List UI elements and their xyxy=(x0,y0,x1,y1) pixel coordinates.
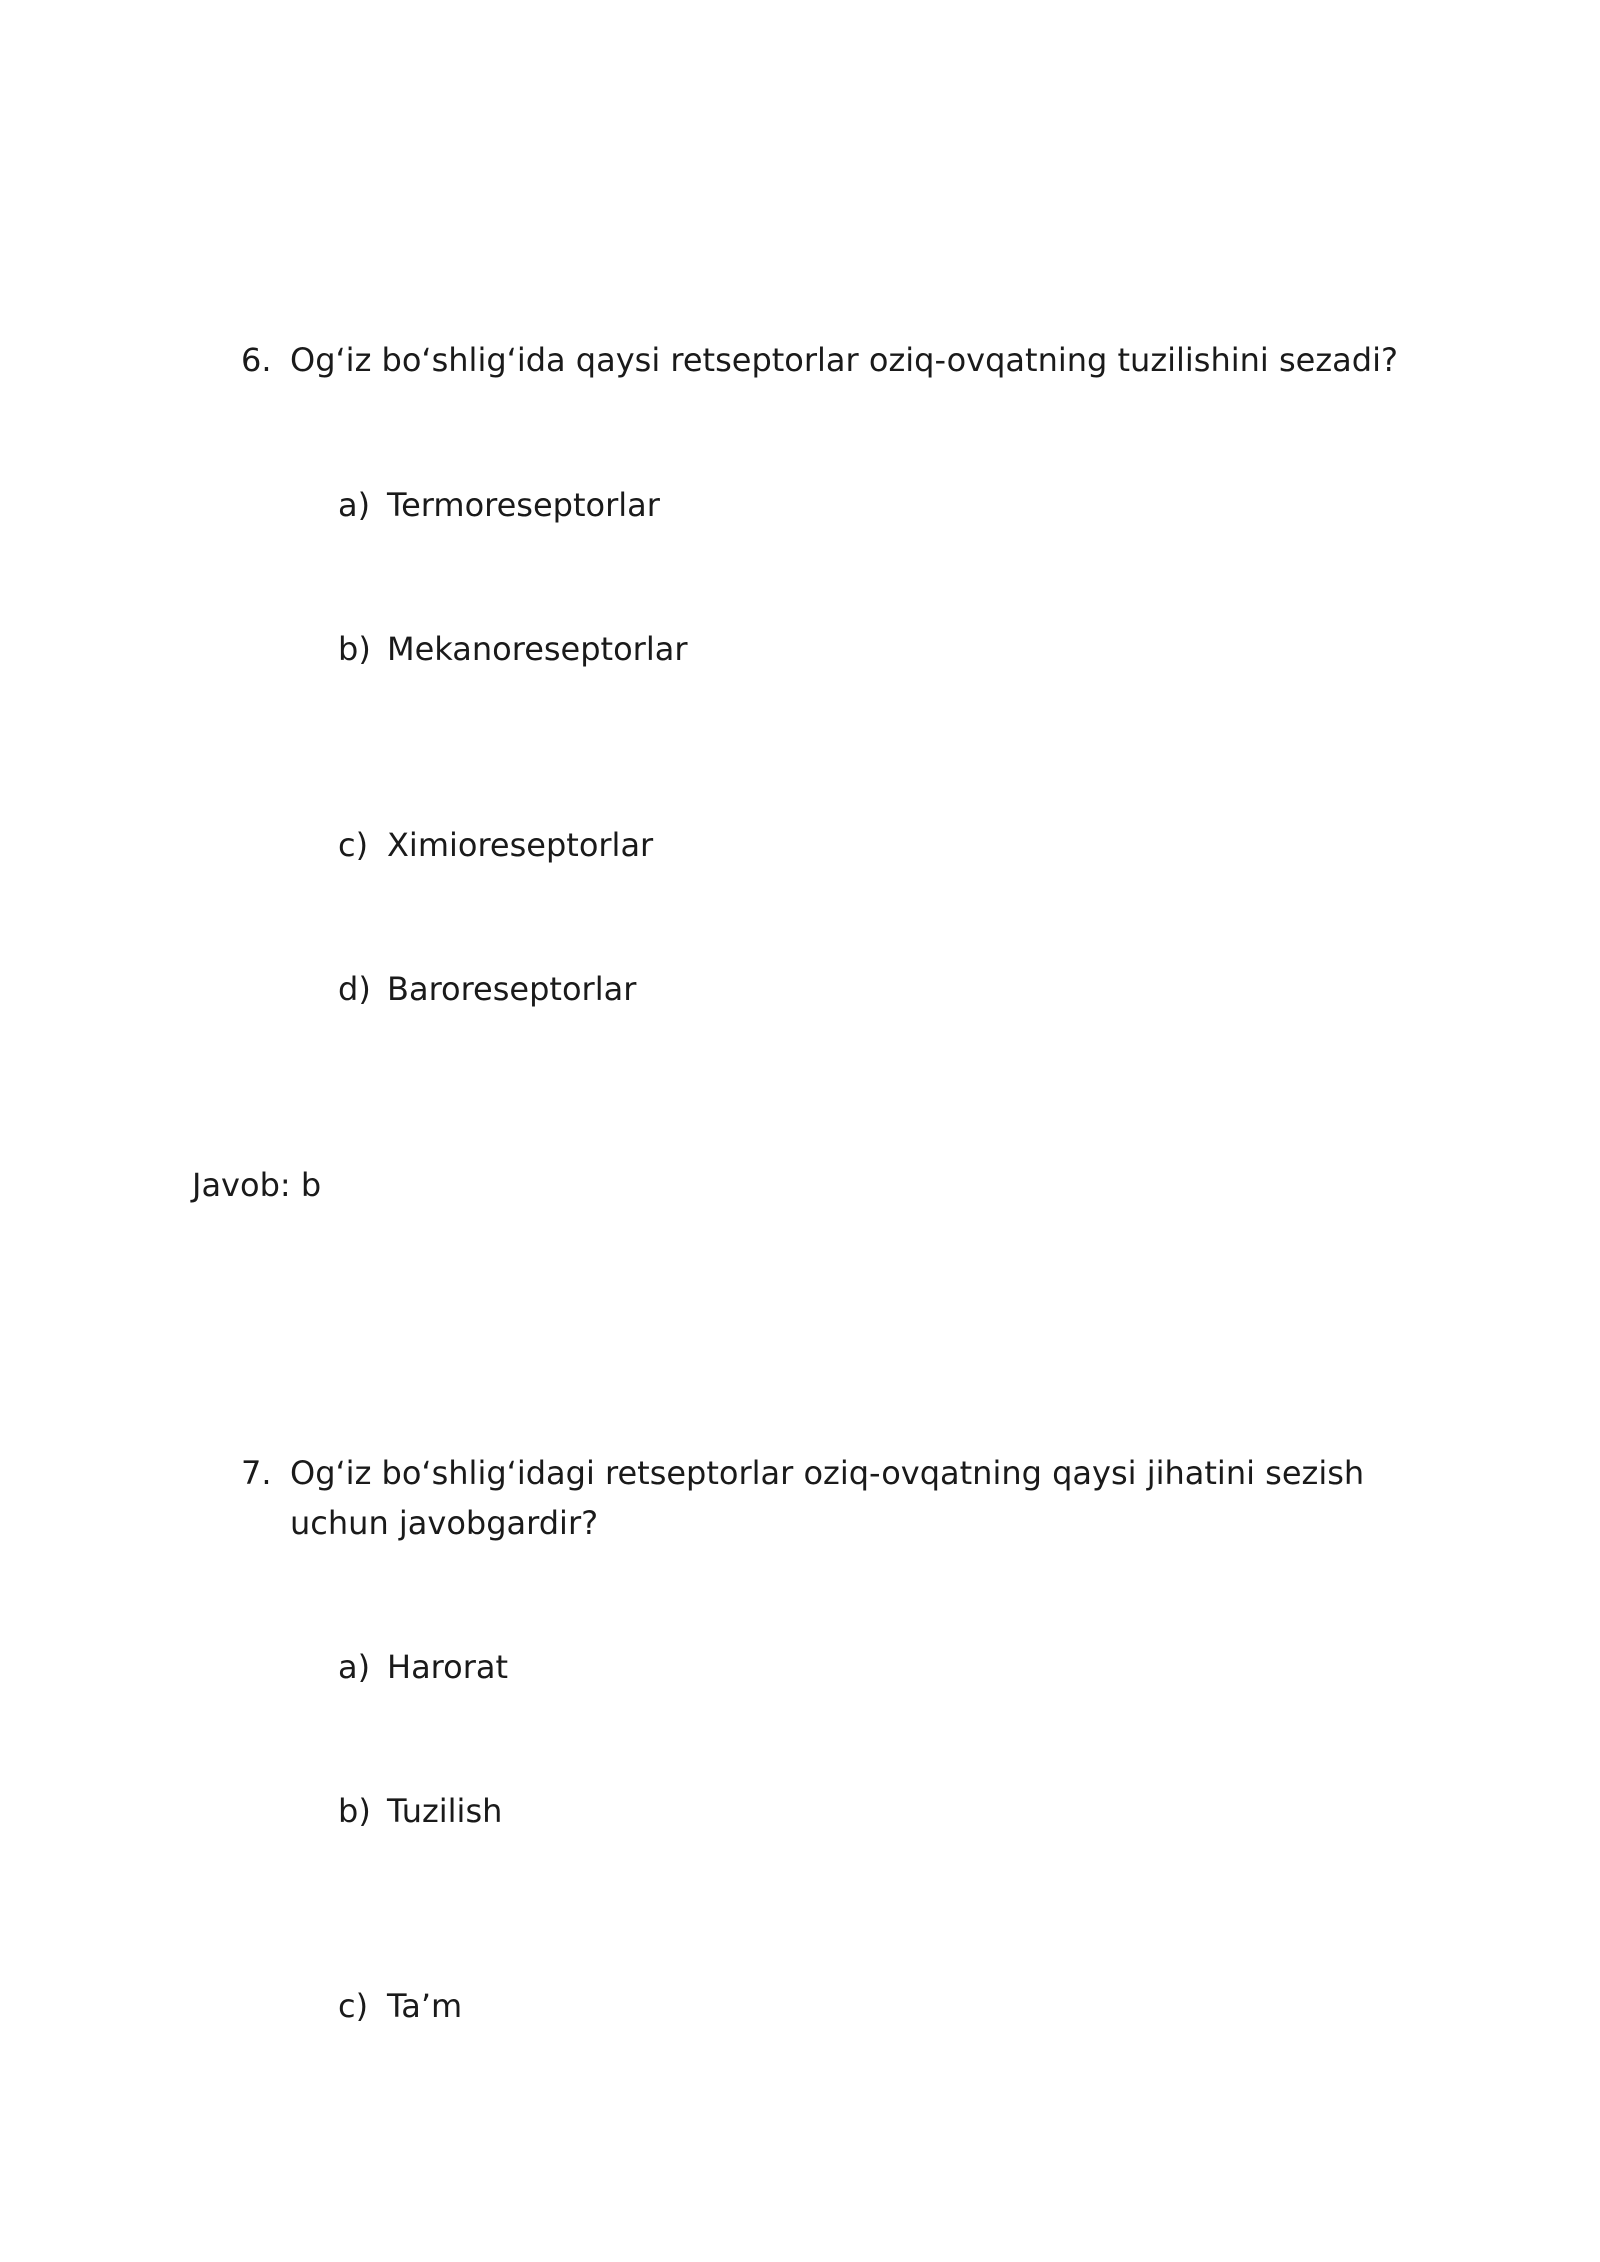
option-letter: b) xyxy=(338,1792,371,1830)
answer-line xyxy=(0,1160,1600,1210)
option-letter: d) xyxy=(338,970,371,1008)
option-letter: c) xyxy=(338,1987,369,2025)
question-6-option-c xyxy=(0,820,1600,870)
option-letter: a) xyxy=(338,1648,371,1686)
question-7-option-b xyxy=(0,1786,1600,1836)
option-text: Termoreseptorlar xyxy=(387,486,660,524)
question-7-option-a xyxy=(0,1642,1600,1692)
question-6 xyxy=(0,335,1600,385)
question-text: Og‘iz bo‘shlig‘ida qaysi retseptorlar oziq-ovqatning tuzilishini sezadi? xyxy=(290,341,1398,379)
answer-text: Javob: b xyxy=(192,1166,322,1204)
option-text: Baroreseptorlar xyxy=(387,970,637,1008)
option-letter: a) xyxy=(338,486,371,524)
option-text: Ta’m xyxy=(387,1987,463,2025)
option-text: Ximioreseptorlar xyxy=(387,826,654,864)
option-text: Mekanoreseptorlar xyxy=(387,630,688,668)
question-7 xyxy=(0,1448,1600,1548)
question-6-option-b xyxy=(0,624,1600,674)
option-text: Harorat xyxy=(387,1648,509,1686)
option-text: Tuzilish xyxy=(387,1792,503,1830)
question-7-option-c xyxy=(0,1981,1600,2031)
question-number: 7. xyxy=(241,1454,272,1492)
option-letter: b) xyxy=(338,630,371,668)
question-number: 6. xyxy=(241,341,272,379)
question-6-option-d xyxy=(0,964,1600,1014)
question-text: Og‘iz bo‘shlig‘idagi retseptorlar oziq-ovqatning qaysi jihatini sezish uchun javobgardir? xyxy=(290,1454,1365,1542)
question-6-option-a xyxy=(0,480,1600,530)
option-letter: c) xyxy=(338,826,369,864)
